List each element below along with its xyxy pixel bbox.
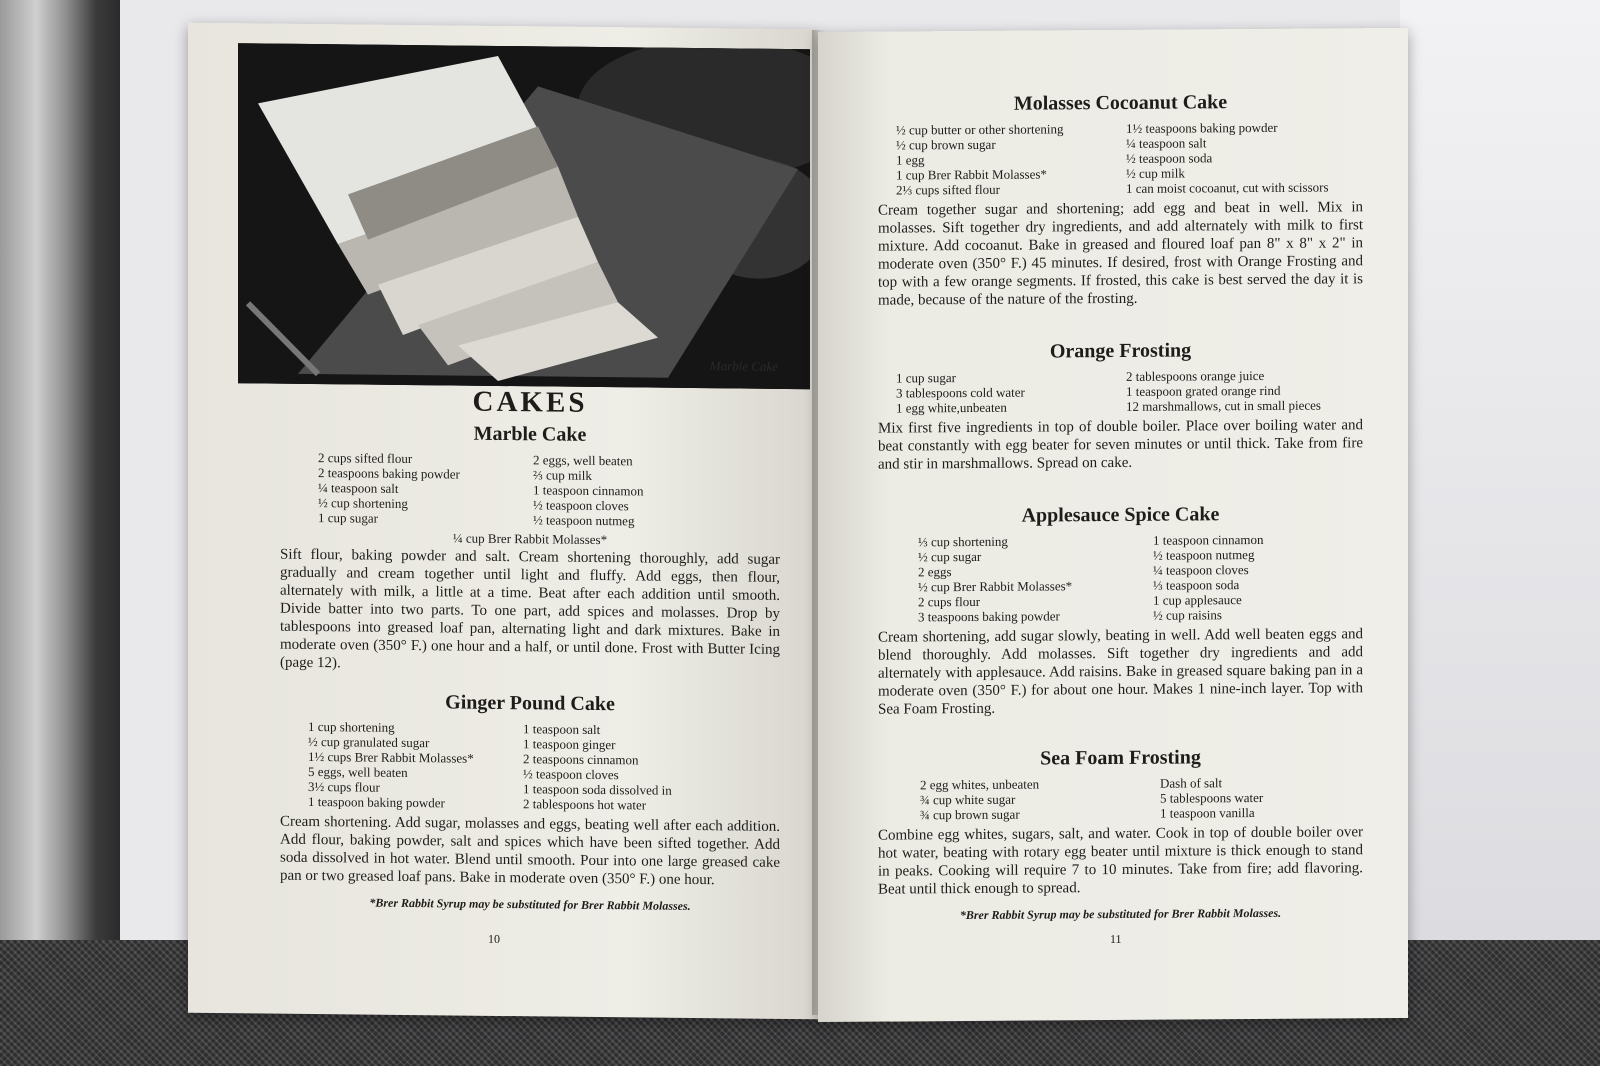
- ingredient-center: ¼ cup Brer Rabbit Molasses*: [452, 530, 608, 548]
- ingredients-column-2: [1126, 119, 1329, 195]
- ingredients-column-2: [1126, 368, 1321, 414]
- section-title: CAKES: [472, 385, 588, 419]
- ingredients: [878, 367, 1363, 415]
- ingredient: ¼ teaspoon salt: [1126, 135, 1207, 151]
- ingredient: 1½ teaspoons baking powder: [1126, 119, 1278, 136]
- page-number: 11: [1110, 931, 1122, 947]
- ingredient: 2⅓ cups sifted flour: [896, 181, 1000, 198]
- ingredient: ½ cup Brer Rabbit Molasses*: [918, 578, 1073, 595]
- ingredient: 1 cup shortening: [308, 718, 395, 735]
- ingredient: 1 egg: [896, 152, 925, 168]
- backdrop-white-surface: [1400, 0, 1600, 950]
- ingredients: [878, 119, 1363, 197]
- ingredients-column-1: [896, 121, 1126, 198]
- ingredient: 1 cup applesauce: [1153, 592, 1242, 608]
- marble-cake-recipe: [280, 421, 780, 677]
- ingredient: ⅓ teaspoon soda: [1153, 577, 1240, 593]
- ingredient: ¾ cup brown sugar: [920, 806, 1020, 823]
- marble-cake-photo: [238, 43, 810, 389]
- ingredient: 5 eggs, well beaten: [308, 763, 408, 781]
- page-number: 10: [488, 931, 500, 946]
- recipe-method: Cream shortening, add sugar slowly, beating in well. Add well beaten eggs and blend thoroughly. Add molasses. Sift together dry ingredients and add alternately with applesauce. Add raisins. Bake in greased square baking pan in a moderate oven (350° F.) for about one hour. Makes 1 nine-inch layer. Top with Sea Foam Frosting.: [878, 626, 1363, 718]
- ingredient: 2 tablespoons hot water: [523, 796, 647, 813]
- ingredient: 3 teaspoons baking powder: [918, 608, 1060, 625]
- ingredient: 1 cup sugar: [318, 510, 378, 526]
- ingredient: 1 cup Brer Rabbit Molasses*: [896, 166, 1047, 183]
- ingredient: 2 eggs, well beaten: [533, 452, 633, 469]
- ingredients-column-2: [533, 452, 643, 528]
- footnote: *Brer Rabbit Syrup may be substituted for Brer Rabbit Molasses.: [959, 905, 1282, 923]
- recipe-title: Marble Cake: [473, 422, 587, 446]
- ingredient: 2 eggs: [918, 564, 952, 580]
- ingredient: ½ teaspoon soda: [1126, 150, 1213, 166]
- ingredient: ½ teaspoon nutmeg: [1153, 547, 1255, 563]
- right-page: [818, 28, 1408, 1022]
- recipe-title: Sea Foam Frosting: [1040, 746, 1201, 770]
- ingredients-column-1: [920, 776, 1160, 823]
- recipe-method: Combine egg whites, sugars, salt, and water. Cook in top of double boiler over hot water, beating with rotary egg beater until mixture is thick enough to stand in peaks. Cooking will require 7 to 10 minutes. Take from fire; add flavoring. Beat until thick enough to spread.: [878, 824, 1363, 898]
- ingredient: 1 can moist cocoanut, cut with scissors: [1126, 179, 1329, 196]
- ingredient: 2 cups flour: [918, 593, 981, 610]
- ingredients-column-1: [308, 719, 523, 811]
- ingredient: 1 teaspoon cinnamon: [1153, 531, 1264, 548]
- ingredient: Dash of salt: [1160, 775, 1223, 791]
- recipe-method: Mix first five ingredients in top of double boiler. Place over boiling water and beat constantly with egg beater for seven minutes or until thick. Take from fire and stir in marshmallows. Spread on cake.: [878, 417, 1363, 473]
- recipe-title: Applesauce Spice Cake: [1021, 503, 1220, 527]
- recipe-method: Cream shortening. Add sugar, molasses and eggs, beating well after each addition. Add flour, baking powder, salt and spices which have been sifted together. Add soda dissolved in hot water. Blend until smooth. Pour into one large greased cake pan or two greased loaf pans. Bake in moderate oven (350° F.) one hour.: [280, 813, 780, 889]
- ingredient: ½ teaspoon nutmeg: [533, 512, 635, 529]
- ingredient: ½ cup granulated sugar: [308, 733, 430, 751]
- ingredient: 2 tablespoons orange juice: [1126, 367, 1265, 384]
- ingredient: 3½ cups flour: [308, 778, 380, 795]
- ingredient: 1 teaspoon grated orange rind: [1126, 382, 1281, 399]
- ingredient: 1 teaspoon vanilla: [1160, 805, 1255, 821]
- recipe-title: Ginger Pound Cake: [445, 691, 615, 716]
- ingredient: 1 teaspoon cinnamon: [533, 482, 644, 499]
- footnote: *Brer Rabbit Syrup may be substituted for Brer Rabbit Molasses.: [369, 895, 691, 913]
- ingredient: 2 cups sifted flour: [318, 450, 413, 467]
- ingredients-column-2: [523, 721, 672, 813]
- ingredient: ½ cup butter or other shortening: [896, 121, 1064, 138]
- ingredients-column-1: [918, 533, 1153, 625]
- ingredients: [878, 531, 1363, 624]
- ingredient: 2 egg whites, unbeaten: [920, 776, 1040, 793]
- ingredient: ½ cup shortening: [318, 495, 408, 512]
- ingredient: 1 cup sugar: [896, 370, 956, 386]
- ingredients-column-1: [896, 369, 1126, 416]
- applesauce-spice-cake-recipe: [878, 502, 1363, 718]
- sea-foam-frosting-recipe: [878, 745, 1363, 898]
- ingredients-column-2: [1153, 532, 1263, 623]
- orange-frosting-recipe: [878, 338, 1363, 473]
- backdrop-metal-edge: [0, 0, 120, 1066]
- left-page-content: [280, 384, 780, 915]
- ingredient: 5 tablespoons water: [1160, 789, 1264, 806]
- ingredients: [878, 774, 1363, 822]
- recipe-title: Orange Frosting: [1049, 339, 1192, 363]
- cake-illustration: [238, 43, 810, 389]
- photo-caption: Marble Cake: [709, 358, 778, 374]
- ingredient: 2 teaspoons cinnamon: [523, 751, 639, 768]
- ingredient: 1 egg white,unbeaten: [896, 399, 1007, 416]
- ingredient: ½ cup milk: [1126, 165, 1185, 181]
- ingredient: ½ cup brown sugar: [896, 136, 996, 153]
- ingredient: 1 teaspoon salt: [523, 721, 601, 738]
- ingredient: 1 teaspoon ginger: [523, 736, 616, 753]
- ingredient: ¼ teaspoon salt: [318, 480, 399, 496]
- right-page-content: [878, 86, 1363, 923]
- ingredient: 12 marshmallows, cut in small pieces: [1126, 397, 1321, 414]
- ingredient: ¼ teaspoon cloves: [1153, 562, 1249, 578]
- ingredients-column-1: [318, 450, 533, 527]
- molasses-cocoanut-cake-recipe: [878, 90, 1363, 309]
- ingredient: ½ teaspoon cloves: [533, 497, 629, 514]
- ingredient: ½ cup sugar: [918, 548, 982, 565]
- ingredient: 1 teaspoon baking powder: [308, 793, 445, 811]
- left-page: [188, 23, 818, 1020]
- ingredients: [280, 450, 780, 530]
- ingredient: 3 tablespoons cold water: [896, 384, 1025, 401]
- ingredient: 2 teaspoons baking powder: [318, 465, 460, 482]
- ingredient: ½ cup raisins: [1153, 607, 1222, 623]
- recipe-method: Cream together sugar and shortening; add egg and beat in well. Mix in molasses. Sift together dry ingredients, and add alternately with milk to first mixture. Add cocoanut. Bake in greased and floured loaf pan 8" x 8" x 2" in moderate oven (350° F.) 45 minutes. If desired, frost with Orange Frosting and top with a few orange segments. If frosted, this cake is best served the day it is made, because of the nature of the frosting.: [878, 199, 1363, 309]
- ingredients-column-2: [1160, 775, 1263, 821]
- recipe-method: Sift flour, baking powder and salt. Cream shortening thoroughly, add sugar gradually and cream together until light and fluffy. Add eggs, then flour, alternately with milk, a little at a time. Beat after each addition until smooth. Divide batter into two parts. To one part, add spices and molasses. Drop by tablespoons into greased loaf pan, alternating light and dark mixtures. Bake in moderate oven (350° F.) one hour and a half, or until done. Frost with Butter Icing (page 12).: [280, 546, 780, 672]
- ingredient: ⅔ cup milk: [533, 467, 592, 483]
- ingredient: ½ teaspoon cloves: [523, 766, 619, 783]
- ingredients: [280, 719, 780, 814]
- ingredient: 1½ cups Brer Rabbit Molasses*: [308, 748, 474, 766]
- recipe-title: Molasses Cocoanut Cake: [1013, 91, 1228, 115]
- ingredient: ¾ cup white sugar: [920, 791, 1016, 808]
- ingredient: ⅓ cup shortening: [918, 533, 1008, 550]
- ingredient: 1 teaspoon soda dissolved in: [523, 781, 672, 798]
- ginger-pound-cake-recipe: [280, 690, 780, 890]
